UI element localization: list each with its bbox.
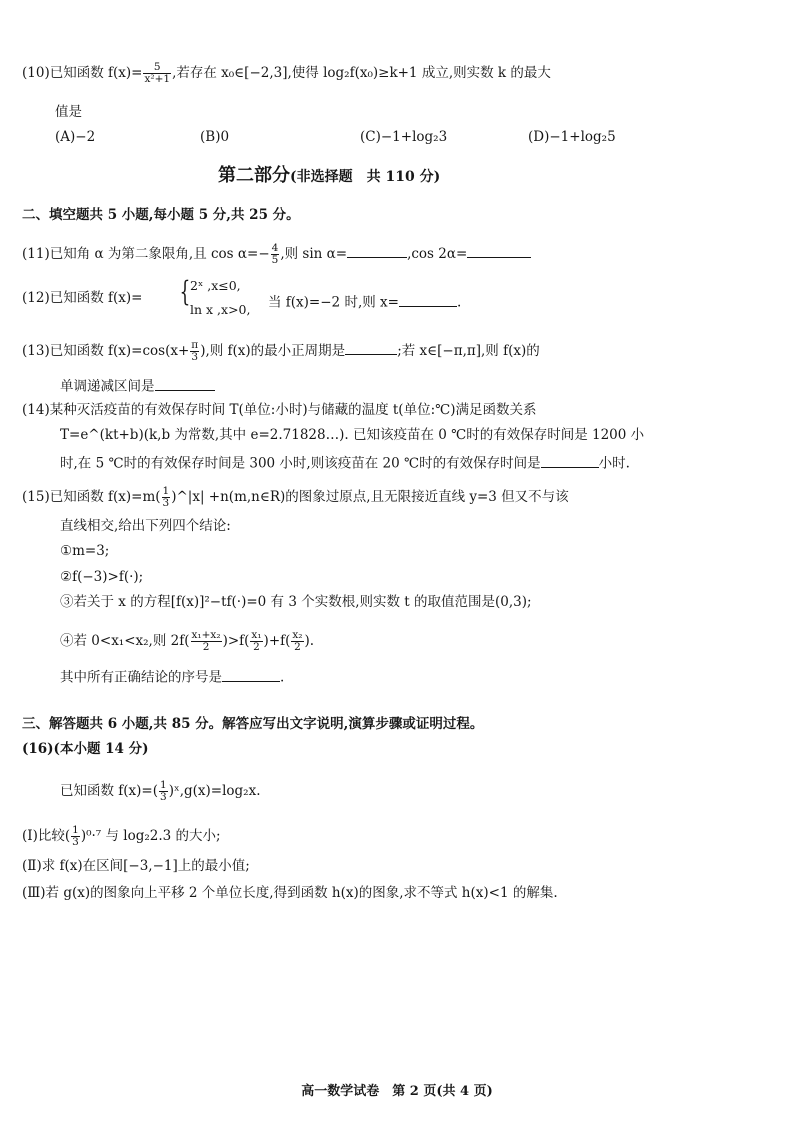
q15-text-a: (15)已知函数 f(x)=m(	[22, 489, 161, 506]
q15-last-text: 其中所有正确结论的序号是	[60, 669, 222, 686]
q15-conclusion-3: ③若关于 x 的方程[f(x)]²−tf(·)=0 有 3 个实数根,则实数 t 的取值范围是(0,3);	[60, 594, 532, 610]
q13-text-d: 单调递减区间是	[60, 378, 155, 395]
q10-frac-num: 5	[143, 62, 171, 74]
q11-text-a: (11)已知角 α 为第二象限角,且 cos α=−	[22, 246, 270, 263]
q11-frac-den: 5	[271, 254, 279, 267]
q15-c4-f1-num: x₁+x₂	[191, 629, 221, 641]
part2-title-sub: (非选择题 共 110 分)	[290, 169, 441, 185]
part2-title-main: 第二部分	[218, 165, 290, 186]
q15-c4-text-b: )>f(	[222, 633, 250, 650]
q16-given-frac-num: 1	[160, 779, 167, 791]
q12-blank	[399, 292, 457, 307]
q15-c4-text-d: ).	[304, 633, 315, 650]
q15-frac-num: 1	[162, 485, 170, 497]
section3-heading: 三、解答题共 6 小题,共 85 分。解答应写出文字说明,演算步骤或证明过程。	[22, 716, 484, 732]
q11-text-b: ,则 sin α=	[280, 246, 348, 263]
q13-line1	[22, 340, 540, 363]
q16-given-fraction	[159, 780, 168, 803]
q15-c4-fraction-2	[250, 630, 262, 653]
q15-conclusion-4	[60, 630, 314, 653]
q16-i-frac-den: 3	[72, 836, 79, 849]
q15-c4-fraction-1	[191, 630, 222, 653]
q10-frac-den: x²+1	[144, 73, 171, 86]
q14-line2: T=e^(kt+b)(k,b 为常数,其中 e=2.71828…). 已知该疫苗在 0 ℃时的有效保存时间是 1200 小	[60, 427, 645, 443]
q15-frac-den: 3	[162, 497, 170, 510]
q13-blank-period	[345, 341, 397, 356]
q13-text-b: ),则 f(x)的最小正周期是	[200, 343, 346, 360]
q16-part-ii: (Ⅱ)求 f(x)在区间[−3,−1]上的最小值;	[22, 858, 250, 874]
q15-text-b: )^|x| +n(m,n∈R)的图象过原点,且无限接近直线 y=3 但又不与该	[171, 489, 569, 506]
q15-blank	[222, 667, 280, 682]
q12-case1: 2ˣ ,x≤0,	[190, 278, 241, 293]
q15-line1	[22, 486, 569, 509]
q12-brace: {	[179, 275, 191, 308]
q10-option-d: (D)−1+log₂5	[528, 129, 616, 145]
q10-line1	[22, 62, 551, 85]
q13-text-a: (13)已知函数 f(x)=cos(x+	[22, 343, 190, 360]
q16-given-b: )ˣ,g(x)=log₂x.	[168, 783, 261, 800]
q10-option-a: (A)−2	[55, 129, 96, 145]
q16-heading: (16)(本小题 14 分)	[22, 741, 149, 757]
q14-text-b: 小时.	[598, 455, 630, 472]
q15-c4-f2-den: 2	[253, 641, 260, 654]
q13-blank-interval	[155, 376, 215, 391]
q15-last-end: .	[280, 669, 285, 686]
q15-c4-fraction-3	[291, 630, 303, 653]
q12-text-c: .	[456, 294, 462, 311]
q10-line2: 值是	[55, 104, 82, 120]
q15-c4-text-c: )+f(	[263, 633, 291, 650]
q12-case2: ln x ,x>0,	[190, 302, 251, 317]
q11-line	[22, 243, 531, 266]
q16-given-frac-den: 3	[160, 791, 167, 804]
q15-c4-f3-num: x₂	[292, 629, 303, 641]
q15-c4-f2-num: x₁	[251, 629, 262, 641]
q15-c4-f1-den: 2	[202, 641, 210, 654]
q16-i-frac-num: 1	[72, 824, 79, 836]
q13-frac-num: π	[191, 339, 199, 351]
q16-i-text-a: (Ⅰ)比较(	[22, 828, 71, 845]
q12-text-b: 当 f(x)=−2 时,则 x=	[268, 294, 399, 311]
q16-part-i	[22, 825, 221, 848]
q16-given	[60, 780, 261, 803]
q16-i-fraction	[71, 825, 80, 848]
q14-line3	[60, 453, 630, 471]
q10-option-c: (C)−1+log₂3	[360, 129, 448, 145]
q11-blank-cos	[467, 244, 531, 259]
q15-conclusion-1: ①m=3;	[60, 543, 110, 559]
q15-last-line	[60, 667, 284, 685]
q16-i-text-b: )⁰·⁷ 与 log₂2.3 的大小;	[80, 828, 221, 845]
q14-text-a: 时,在 5 ℃时的有效保存时间是 300 小时,则该疫苗在 20 ℃时的有效保存时间是	[60, 455, 541, 472]
part2-title	[218, 167, 440, 185]
q12-text-a: (12)已知函数 f(x)=	[22, 290, 143, 306]
q10-option-b: (B)0	[200, 129, 230, 145]
q10-text-b: ,若存在 x₀∈[−2,3],使得 log₂f(x₀)≥k+1 成立,则实数 k 的最大	[172, 65, 551, 82]
q10-fraction	[143, 62, 171, 85]
section2-heading: 二、填空题共 5 小题,每小题 5 分,共 25 分。	[22, 207, 300, 223]
q13-fraction	[190, 340, 199, 363]
q11-frac-num: 4	[271, 242, 279, 254]
q14-line1: (14)某种灭活疫苗的有效保存时间 T(单位:小时)与储藏的温度 t(单位:℃)满足函数关系	[22, 402, 537, 418]
q10-text-a: (10)已知函数 f(x)=	[22, 65, 143, 82]
q15-c4-f3-den: 2	[294, 641, 301, 654]
q12-line-b	[268, 292, 461, 310]
q16-part-iii: (Ⅲ)若 g(x)的图象向上平移 2 个单位长度,得到函数 h(x)的图象,求不等式 h(x)<1 的解集.	[22, 885, 558, 901]
page-footer: 高一数学试卷 第 2 页(共 4 页)	[301, 1084, 493, 1099]
q13-text-c: ;若 x∈[−π,π],则 f(x)的	[397, 343, 540, 360]
q16-given-a: 已知函数 f(x)=(	[60, 783, 159, 800]
q11-text-c: ,cos 2α=	[407, 246, 468, 263]
q15-c4-text-a: ④若 0<x₁<x₂,则 2f(	[60, 633, 190, 650]
q15-line2: 直线相交,给出下列四个结论:	[60, 518, 231, 534]
q11-blank-sin	[347, 244, 407, 259]
q13-frac-den: 3	[191, 351, 199, 364]
q15-conclusion-2: ②f(−3)>f(·);	[60, 569, 144, 585]
q13-line2	[60, 376, 215, 394]
q14-blank	[541, 453, 599, 468]
q11-fraction	[271, 243, 280, 266]
q15-fraction	[162, 486, 171, 509]
